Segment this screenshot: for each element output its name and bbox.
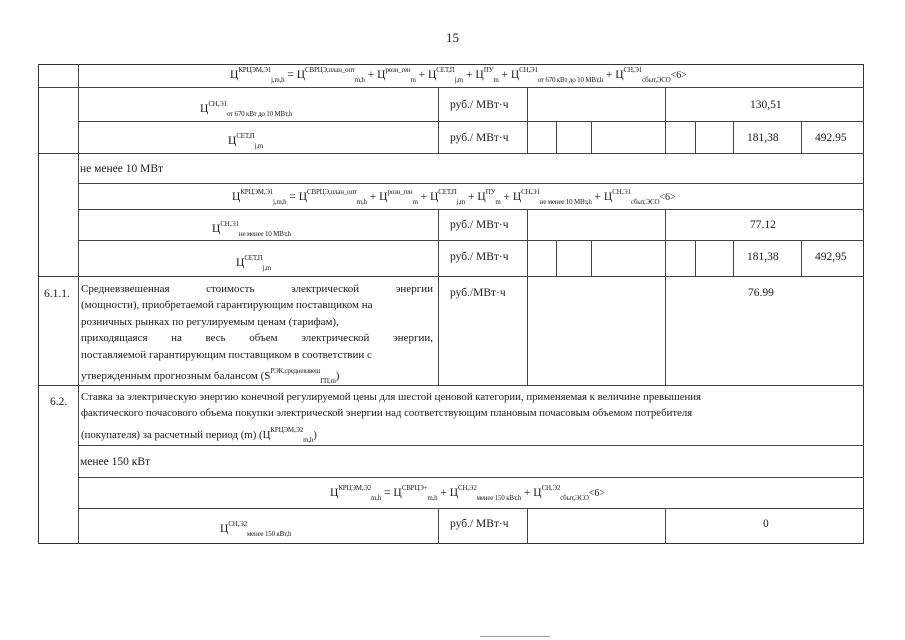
page-number: 15 [446,30,459,45]
table-rule-vertical [556,121,557,153]
table-rule-vertical [438,276,439,385]
row-network-1-value-2: 492.95 [815,132,847,144]
table-rule [78,477,864,478]
row-e2-150kw-value: 0 [763,518,769,530]
table-rule-vertical [665,276,666,385]
row-e1-670-value: 130,51 [750,99,782,111]
row-network-2-value-1: 181,38 [747,251,779,263]
scan-mark [480,636,550,637]
table-rule [78,508,864,509]
table-rule [78,240,864,241]
table-rule-vertical [438,87,439,153]
table-rule [78,209,864,210]
table-rule-vertical [438,508,439,544]
row-e1-10mw-symbol: $Ц^{СН,Э1}_{не менее 10 МВт,h}$ [212,220,291,238]
formula-e1-10mw: $Ц^{КРЦЭМ,Э1}_{j,m,h} = Ц^{СВРЦЭ,план\_опт}_{m,h} + Ц^{розн\_ген}_m + Ц^{СЕТ,П}_{j,m} + Ц^{ПУ}_m + Ц^{СН,Э1}_{не менее 10 МВт,h} + Ц^{СН,Э1}_{сбыт,ЭСО}<6>$ [232,188,676,206]
table-rule-vertical [591,121,592,153]
table-rule-vertical [733,240,734,276]
formula-e1-670: $Ц^{КРЦЭМ,Э1}_{j,m,h} = Ц^{СВРЦЭ,план\_опт}_{m,h} + Ц^{розн\_ген}_m + Ц^{СЕТ,П}_{j,m} + Ц^{ПУ}_m + Ц^{СН,Э1}_{от 670 кВт до 10 МВт,h} + Ц^{СН,Э1}_{сбыт,ЭСО}<6>$ [230,66,687,84]
table-rule [38,87,864,88]
table-rule-vertical [556,240,557,276]
table-rule-vertical [801,121,802,153]
row-e2-150kw-unit: руб./ МВт·ч [450,518,509,530]
table-rule-vertical [695,240,696,276]
item-6-2-number: 6.2. [50,396,68,408]
item-6-1-1-text: Средневзвешенная стоимость электрической энергии (мощности), приобретаемой гарантирующим поставщиком на розничных рынках по регулируемым ценам (тарифам), приходящаяся на весь объем электрической энергии, поставляемой гарантирующим поставщиком в соответствии с утвержденным прогнозным балансом $(S^{РЭК,средневзвеш}_{ГП,m})$ [81,283,433,386]
table-rule-vertical [527,276,528,385]
table-rule [78,121,864,122]
row-e1-670-symbol: $Ц^{СН,Э1}_{от 670 кВт до 10 МВт,h}$ [200,100,293,118]
item-6-1-1-unit: руб./МВт·ч [450,287,506,299]
table-rule-vertical [591,240,592,276]
row-e1-10mw-unit: руб./ МВт·ч [450,219,509,231]
table-rule [78,183,864,184]
table-rule-vertical [733,121,734,153]
row-e1-10mw-value: 77.12 [750,219,776,231]
table-rule-vertical [695,121,696,153]
table-rule-vertical [527,209,528,276]
table-rule-vertical [527,508,528,544]
item-6-1-1-value: 76.99 [748,287,774,299]
item-6-1-1-number: 6.1.1. [44,288,70,300]
table-rule [38,153,864,154]
row-network-1-symbol: $Ц^{СЕТ,П}_{j,m}$ [228,132,264,150]
table-rule-vertical [527,87,528,153]
item-6-2-text: Ставка за электрическую энергию конечной регулируемой цены для шестой ценовой категории, применяемая к величине превышения фактического почасового объема покупки электрической энергии над соответствующим плановым почасовым объемом потребителя (покупателя) за расчетный период (m) $(Ц^{КРЦЭМ,Э2}_{m,h})$ [81,391,702,444]
table-rule-vertical [78,64,79,544]
table-rule-vertical [665,209,666,276]
formula-e2-150kw: $Ц^{КРЦЭМ,Э2}_{m,h} = Ц^{СВРЦЭ+}_{m,h} + Ц^{СН,Э2}_{менее 150 кВт,h} + Ц^{СН,Э2}_{сбыт,ЭСО}<6>$ [330,484,605,502]
table-rule [38,276,864,277]
row-network-1-value-1: 181,38 [747,132,779,144]
table-rule-vertical [438,209,439,276]
row-network-2-unit: руб./ МВт·ч [450,251,509,263]
row-network-1-unit: руб./ МВт·ч [450,132,509,144]
table-rule-vertical [665,87,666,153]
table-rule-vertical [665,508,666,544]
row-e1-670-unit: руб./ МВт·ч [450,99,509,111]
section-not-less-10mw: не менее 10 МВт [80,163,164,175]
table-rule-vertical [801,240,802,276]
row-network-2-symbol: $Ц^{СЕТ,П}_{j,m}$ [236,254,272,272]
row-network-2-value-2: 492,95 [815,251,847,263]
section-less-150kw: менее 150 кВт [80,456,151,468]
row-e2-150kw-symbol: $Ц^{СН,Э2}_{менее 150 кВт,h}$ [220,520,292,538]
